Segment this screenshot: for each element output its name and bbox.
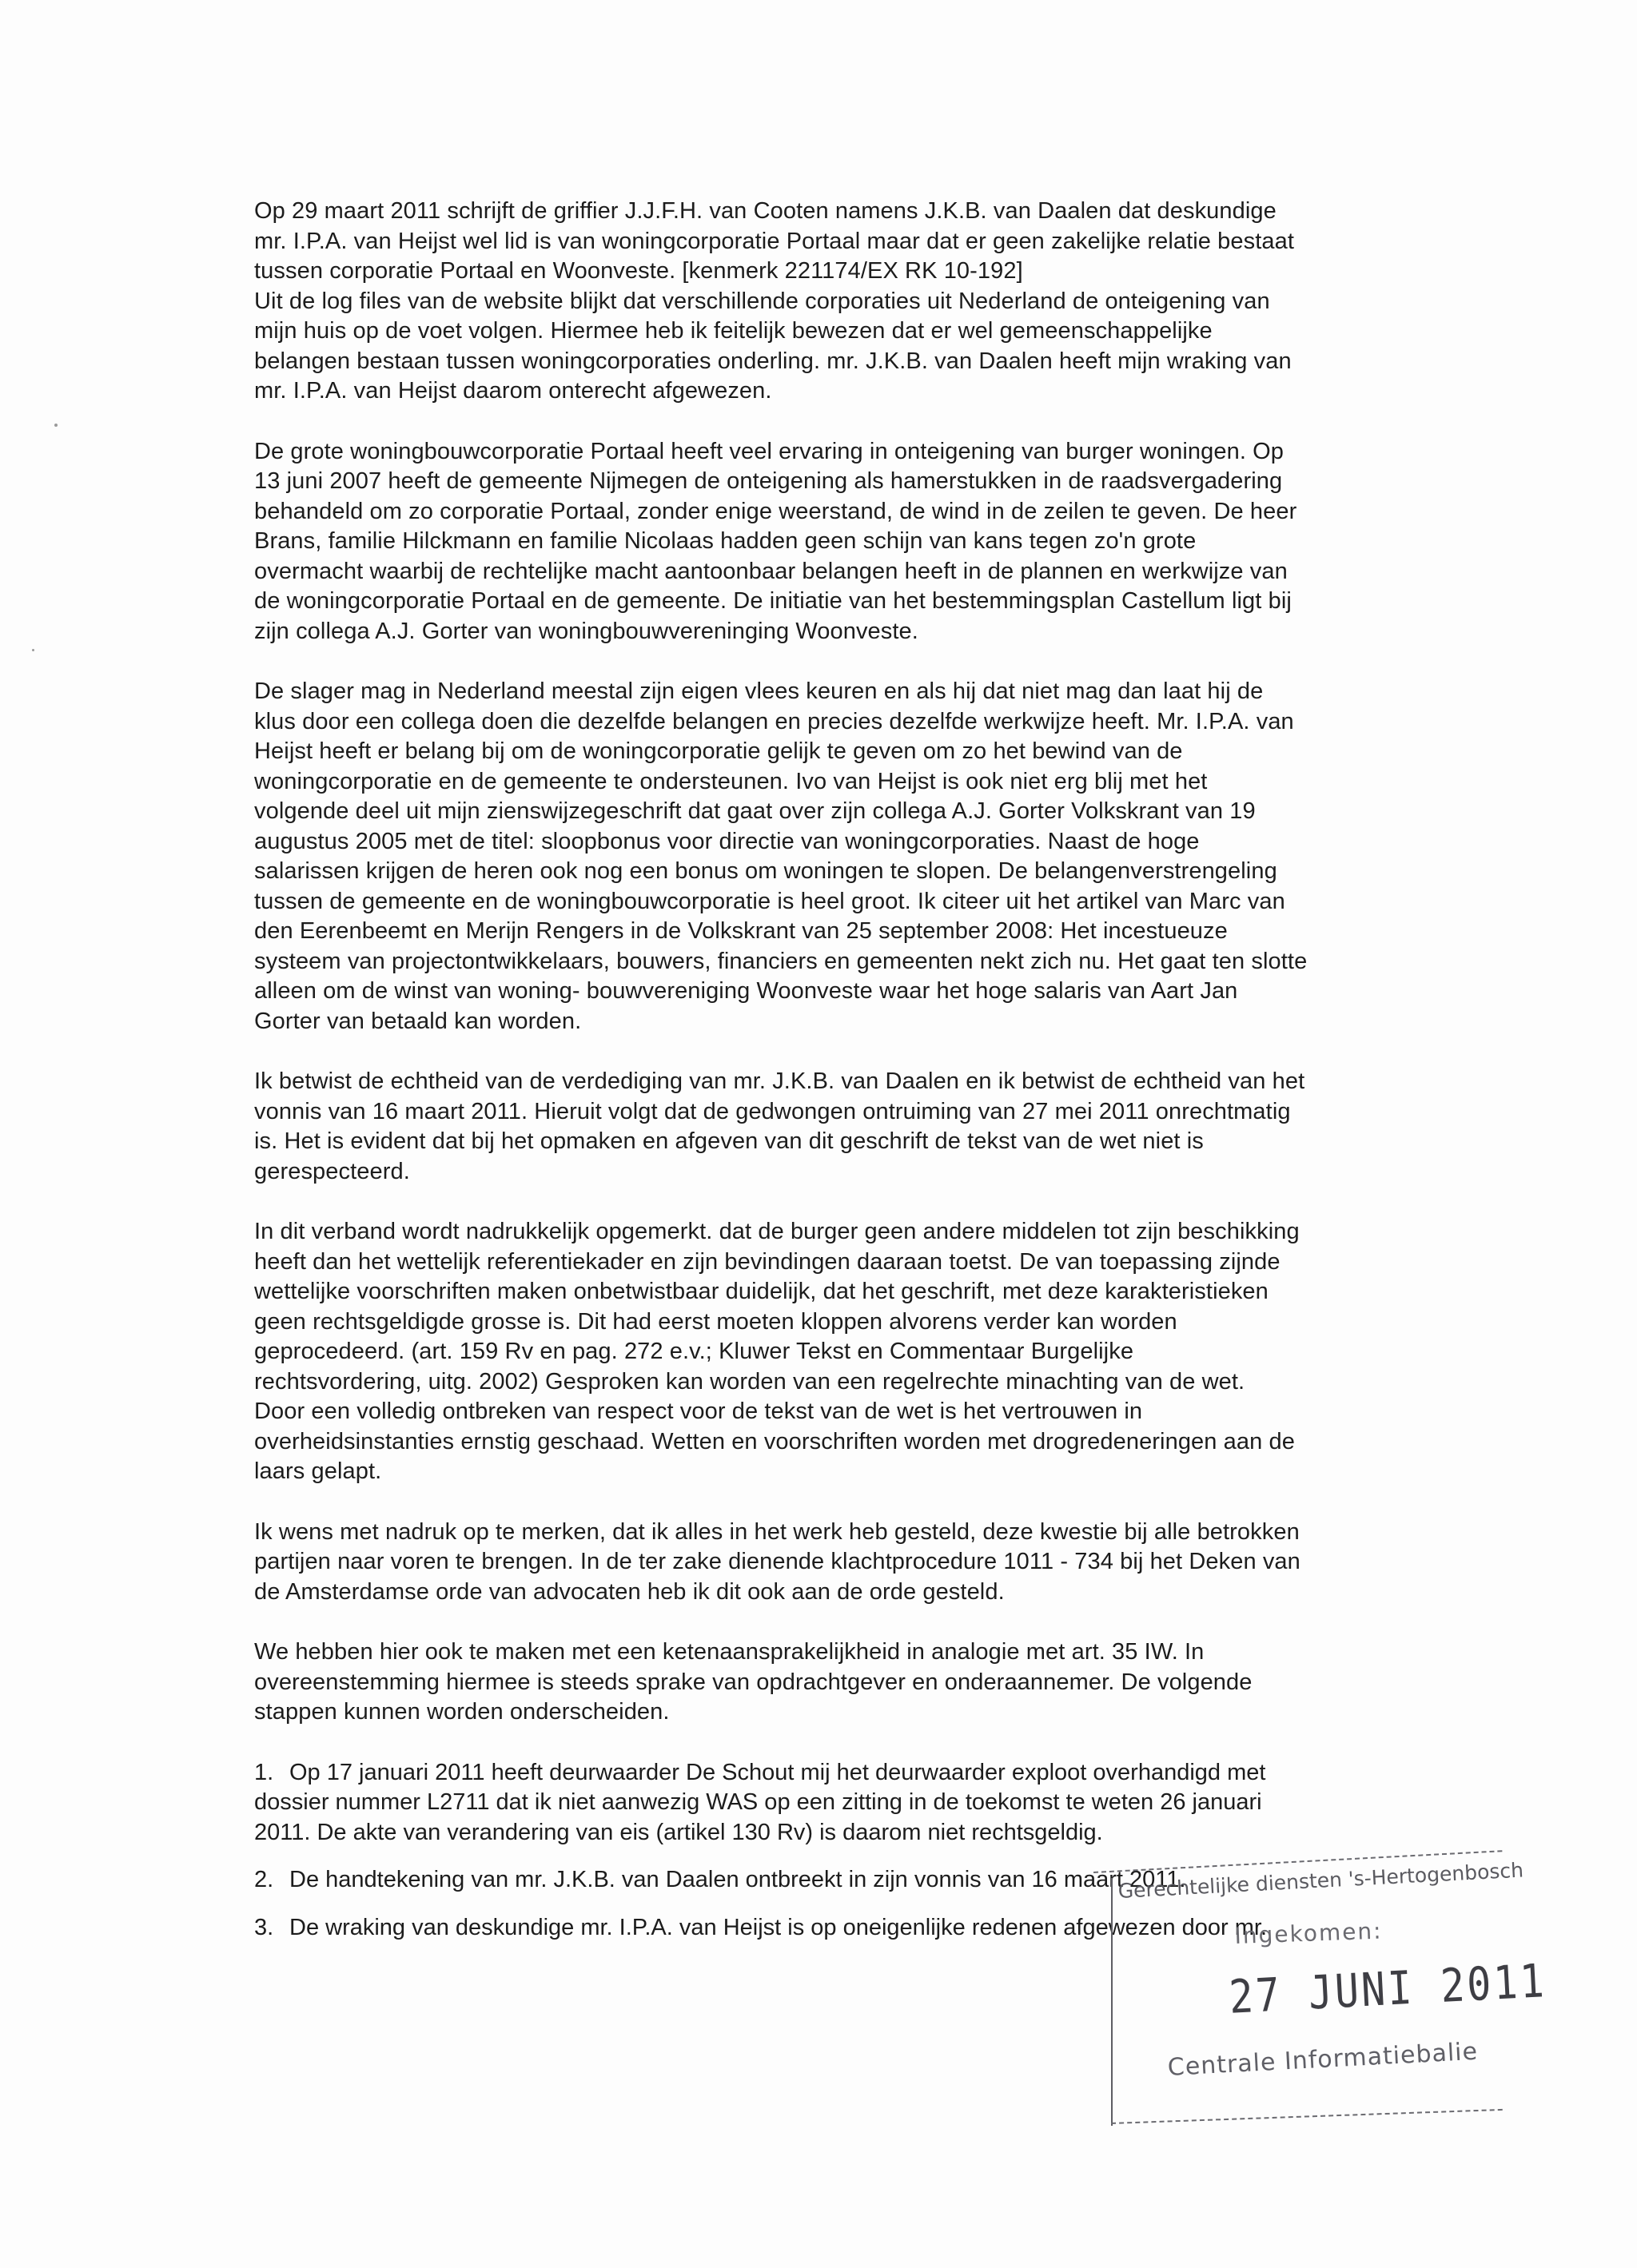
text-line: Gorter van betaald kan worden. [254,1008,582,1034]
text-line: augustus 2005 met de titel: sloopbonus voor directie van woningcorporaties. Naast de hoge [254,828,1200,854]
text-line: gerespecteerd. [254,1158,410,1184]
list-number: 3. [254,1914,274,1940]
text-line: vonnis van 16 maart 2011. Hieruit volgt dat de gedwongen ontruiming van 27 mei 2011 onrechtmatig [254,1098,1291,1124]
list-item-1 [254,1758,1415,1848]
text-line: In dit verband wordt nadrukkelijk opgemerkt. dat de burger geen andere middelen tot zijn beschikking [254,1219,1300,1244]
stamp-border-bottom [1111,2109,1503,2124]
text-line: behandeld om zo corporatie Portaal, zonder enige weerstand, de wind in de zeilen te geven. De heer [254,498,1297,524]
paragraph-5 [254,1217,1415,1487]
text-line: woningcorporatie en de gemeente te ondersteunen. Ivo van Heijst is ook niet erg blij met het [254,768,1208,794]
stamp-date: 27 JUNI 2011 [1228,1954,1548,2024]
text-line: systeem van projectontwikkelaars, bouwers, financiers en gemeenten nekt zich nu. Het gaat ten slotte [254,948,1308,974]
stamp-agency: Gerechtelijke diensten 's-Hertogenbosch [1117,1858,1524,1903]
text-line: 2011. De akte van verandering van eis (artikel 130 Rv) is daarom niet rechtsgeldig. [254,1819,1103,1845]
list-number: 1. [254,1759,274,1785]
paragraph-2 [254,437,1415,647]
text-line: Heijst heeft er belang bij om de woningcorporatie gelijk te geven om zo het bewind van de [254,738,1183,764]
list-number: 2. [254,1867,274,1892]
text-line: Brans, familie Hilckmann en familie Nicolaas hadden geen schijn van kans tegen zo'n grote [254,528,1197,554]
text-line: mr. I.P.A. van Heijst daarom onterecht afgewezen. [254,378,772,404]
stamp-received-label: Ingekomen: [1234,1917,1384,1949]
text-line: overheidsinstanties ernstig geschaad. Wetten en voorschriften worden met drogredeneringen aan de [254,1428,1295,1454]
text-line: rechtsvordering, uitg. 2002) Gesproken kan worden van een regelrechte minachting van de wet. [254,1368,1245,1395]
text-line: de woningcorporatie Portaal en de gemeente. De initiatie van het bestemmingsplan Castellum ligt bij [254,588,1292,614]
letter-body [254,197,1415,1960]
text-line: tussen corporatie Portaal en Woonveste. [kenmerk 221174/EX RK 10-192] [254,258,1023,284]
text-line: geen rechtsgeldigde grosse is. Dit had eerst moeten kloppen alvorens verder kan worden [254,1308,1177,1335]
text-line: wettelijke voorschriften maken onbetwistbaar duidelijk, dat het geschrift, met deze karakteristieken [254,1279,1269,1304]
text-line: De wraking van deskundige mr. I.P.A. van Heijst is op oneigenlijke redenen afgewezen door mr. [289,1914,1267,1940]
text-line: alleen om de winst van woning- bouwvereniging Woonveste waar het hoge salaris van Aart Jan [254,978,1238,1004]
text-line: mijn huis op de voet volgen. Hiermee heb ik feitelijk bewezen dat er wel gemeenschappelijke [254,318,1213,344]
text-line: De slager mag in Nederland meestal zijn eigen vlees keuren en als hij dat niet mag dan laat hij de [254,678,1264,704]
text-line: is. Het is evident dat bij het opmaken en afgeven van dit geschrift de tekst van de wet niet is [254,1128,1204,1154]
text-line: heeft dan het wettelijk referentiekader en zijn bevindingen daaraan toetst. De van toepassing zijnde [254,1248,1281,1275]
text-line: salarissen krijgen de heren ook nog een bonus om woningen te slopen. De belangenverstrengeling [254,858,1277,884]
text-line: stappen kunnen worden onderscheiden. [254,1699,670,1725]
paragraph-6 [254,1518,1415,1608]
text-line: Op 17 januari 2011 heeft deurwaarder De Schout mij het deurwaarder exploot overhandigd met [289,1759,1266,1785]
text-line: overmacht waarbij de rechtelijke macht aantoonbaar belangen heeft in de plannen en werkwijze van [254,558,1288,584]
text-line: tussen de gemeente en de woningbouwcorporatie is heel groot. Ik citeer uit het artikel van Marc van [254,888,1285,914]
scan-speck [32,649,34,651]
text-line: partijen naar voren te brengen. In de ter zake dienende klachtprocedure 1011 - 734 bij het Deken van [254,1549,1300,1574]
text-line: De handtekening van mr. J.K.B. van Daalen ontbreekt in zijn vonnis van 16 maart 2011. [289,1867,1186,1892]
text-line: laars gelapt. [254,1458,382,1484]
text-line: We hebben hier ook te maken met een ketenaansprakelijkheid in analogie met art. 35 IW. In [254,1639,1205,1665]
text-line: klus door een collega doen die dezelfde belangen en precies dezelfde werkwijze heeft. Mr. I.P.A. van [254,708,1294,734]
text-line: de Amsterdamse orde van advocaten heb ik dit ook aan de orde gesteld. [254,1578,1005,1605]
paragraph-7 [254,1637,1415,1728]
text-line: den Eerenbeemt en Merijn Rengers in de Volkskrant van 25 september 2008: Het incestueuze [254,918,1228,944]
paragraph-1 [254,197,1415,407]
text-line: Ik betwist de echtheid van de verdediging van mr. J.K.B. van Daalen en ik betwist de echtheid van het [254,1068,1305,1094]
text-line: De grote woningbouwcorporatie Portaal heeft veel ervaring in onteigening van burger woningen. Op [254,438,1285,464]
scan-speck [54,424,58,427]
text-line: volgende deel uit mijn zienswijzegeschrift dat gaat over zijn collega A.J. Gorter Volkskrant van 19 [254,798,1256,824]
text-line: belangen bestaan tussen woningcorporaties onderling. mr. J.K.B. van Daalen heeft mijn wraking van [254,348,1292,374]
text-line: Ik wens met nadruk op te merken, dat ik alles in het werk heb gesteld, deze kwestie bij alle betrokken [254,1518,1300,1545]
text-line: zijn collega A.J. Gorter van woningbouwvereninging Woonveste. [254,618,918,644]
list-item-first-line [254,1758,1415,1789]
paragraph-4 [254,1067,1415,1187]
text-line: geprocedeerd. (art. 159 Rv en pag. 272 e.v.; Kluwer Tekst en Commentaar Burgelijke [254,1339,1134,1364]
text-line: Door een volledig ontbreken van respect voor de tekst van de wet is het vertrouwen in [254,1399,1143,1424]
received-stamp [1093,1858,1548,2134]
text-line: overeenstemming hiermee is steeds sprake van opdrachtgever en onderaannemer. De volgende [254,1669,1253,1695]
text-line: mr. I.P.A. van Heijst wel lid is van woningcorporatie Portaal maar dat er geen zakelijke relatie bestaat [254,228,1295,254]
text-line: Uit de log files van de website blijkt dat verschillende corporaties uit Nederland de onteigening van [254,288,1270,314]
text-line: Op 29 maart 2011 schrijft de griffier J.J.F.H. van Cooten namens J.K.B. van Daalen dat deskundige [254,198,1277,224]
paragraph-3 [254,677,1415,1037]
stamp-desk: Centrale Informatiebalie [1167,2037,1479,2082]
text-line: 13 juni 2007 heeft de gemeente Nijmegen de onteigening als hamerstukken in de raadsvergadering [254,468,1283,494]
stamp-border-left [1111,1878,1113,2126]
text-line: dossier nummer L2711 dat ik niet aanwezig WAS op een zitting in de toekomst te weten 26 januari [254,1789,1262,1815]
